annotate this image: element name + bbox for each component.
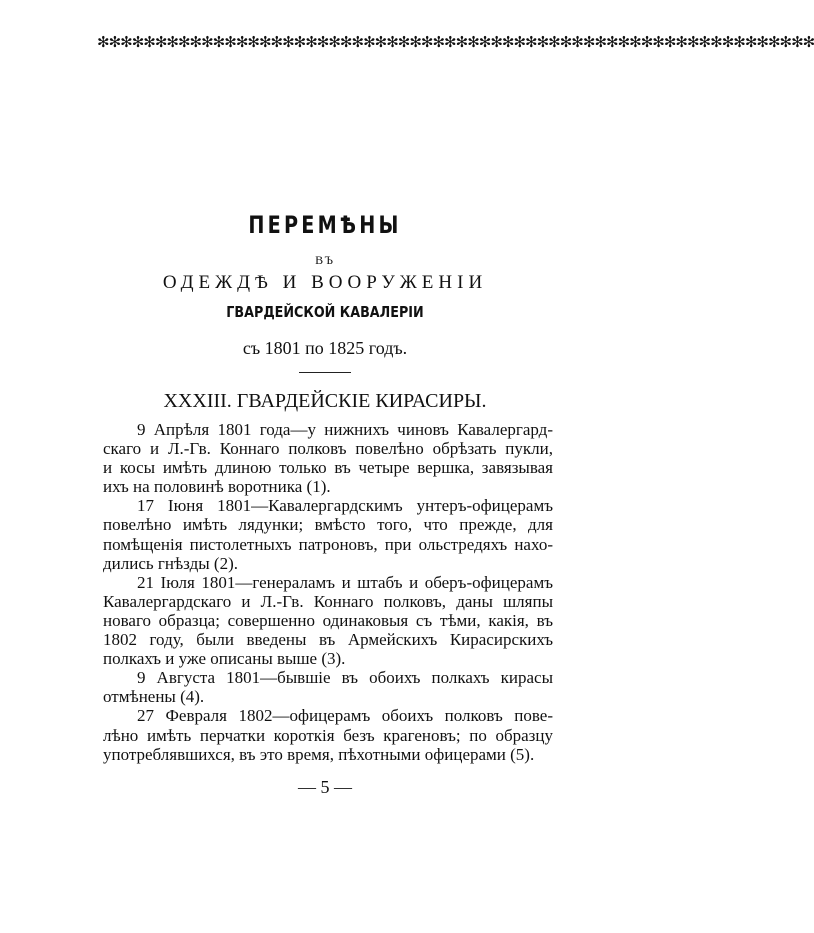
paragraph-line: полкахъ и уже описаны выше (3). (103, 649, 346, 669)
body-text (103, 420, 553, 764)
title-line-3: ГВАРДЕЙСКОЙ КАВАЛЕРІИ (226, 303, 424, 321)
paragraph-line: помѣщенія пистолетныхъ патроновъ, при ольстредяхъ нахо- (103, 534, 553, 554)
title-preposition: ВЪ (315, 253, 335, 267)
paragraph-line: 27 Февраля 1802—офицерамъ обоихъ полковъ пове- (137, 706, 553, 726)
paragraph-line: и косы имѣть длиною только въ четыре вершка, завязывая (103, 458, 553, 478)
title-main: ПЕРЕМѢНЫ (248, 211, 402, 239)
paragraph-line: 21 Іюля 1801—генераламъ и штабъ и оберъ-офицерамъ (137, 572, 553, 592)
paragraph-line: повелѣно имѣть лядунки; вмѣсто того, что прежде, для (103, 515, 553, 535)
paragraph-line: Кавалергардскаго и Л.-Гв. Коннаго полковъ, даны шляпы (103, 591, 553, 611)
paragraph-line: отмѣнены (4). (103, 687, 205, 707)
paragraph-line: 17 Іюня 1801—Кавалергардскимъ унтеръ-офицерамъ (137, 496, 553, 516)
paragraph-line: 1802 году, были введены въ Армейскихъ Кирасирскихъ (103, 630, 553, 650)
paragraph-line: лѣно имѣть перчатки короткія безъ крагеновъ; по образцу (103, 725, 553, 745)
paragraph-line: новаго образца; совершенно одинаковыя съ тѣми, какія, въ (103, 610, 553, 630)
paragraph-line: дились гнѣзды (2). (103, 553, 238, 573)
paragraph-line: употреблявшихся, въ это время, пѣхотными офицерами (5). (103, 744, 535, 764)
ornament-border: ✻✻✻✻✻✻✻✻✻✻✻✻✻✻✻✻✻✻✻✻✻✻✻✻✻✻✻✻✻✻✻✻✻✻✻✻✻✻✻✻✻✻✻✻✻✻✻✻✻✻✻✻✻✻✻✻✻✻✻✻✻✻ (97, 33, 814, 51)
paragraph-line: ихъ на половинѣ воротника (1). (103, 477, 331, 497)
paragraph-line: 9 Апрѣля 1801 года—у нижнихъ чиновъ Кавалергард- (137, 420, 553, 439)
divider (299, 372, 351, 373)
title-dates: съ 1801 по 1825 годъ. (242, 338, 408, 358)
title-line-2: ОДЕЖДѢ И ВООРУЖЕНІИ (162, 272, 488, 293)
page-number: — 5 — (298, 777, 352, 797)
section-heading: XXXIII. ГВАРДЕЙСКІЕ КИРАСИРЫ. (163, 390, 487, 412)
paragraph-line: 9 Августа 1801—бывшіе въ обоихъ полкахъ кирасы (137, 668, 553, 688)
paragraph-line: скаго и Л.-Гв. Коннаго полковъ повелѣно обрѣзать пукли, (103, 439, 553, 459)
